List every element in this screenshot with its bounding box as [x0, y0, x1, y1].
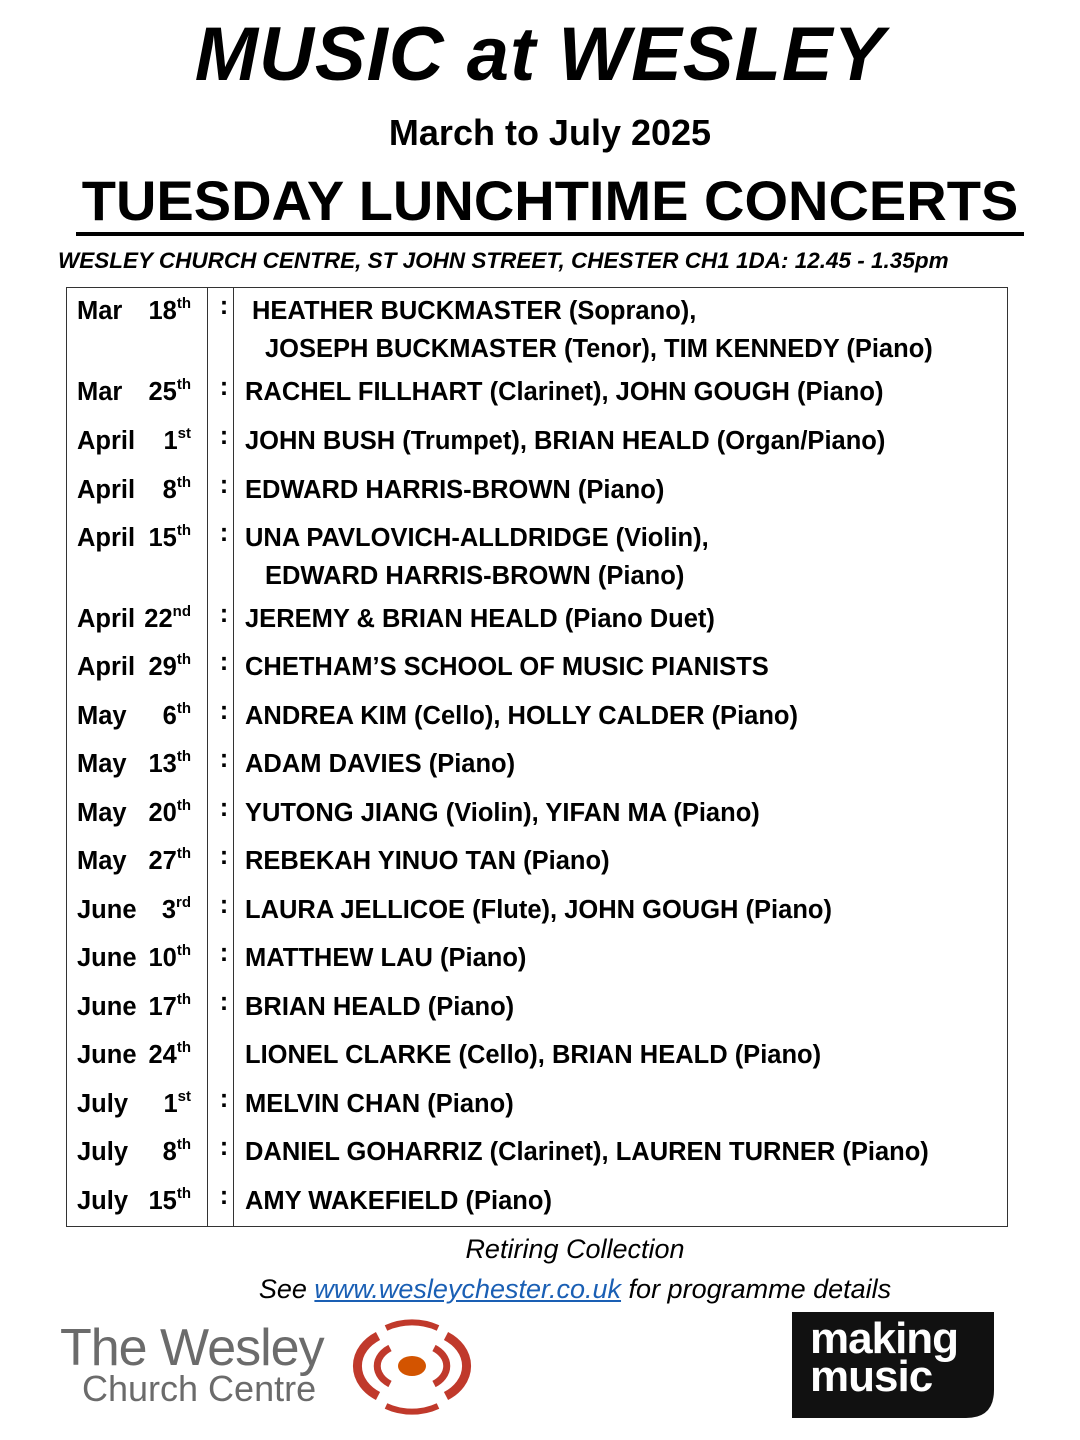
logo-text-line2: Church Centre — [82, 1368, 317, 1409]
concert-month: April — [77, 524, 136, 552]
performers: REBEKAH YINUO TAN (Piano) — [245, 847, 610, 875]
concert-month: May — [77, 799, 127, 827]
concert-day-number: 3 — [161, 896, 176, 924]
concert-day-number: 24 — [148, 1041, 177, 1069]
concert-day-number: 8 — [162, 1138, 177, 1166]
concert-day — [143, 939, 191, 981]
concert-row — [67, 794, 1007, 838]
heading-underline — [76, 232, 1024, 236]
concert-day-suffix: th — [176, 797, 191, 814]
performers: EDWARD HARRIS-BROWN (Piano) — [245, 476, 665, 504]
concert-month: Mar — [77, 297, 123, 325]
separator-colon: : — [219, 1133, 229, 1161]
performers: JOHN BUSH (Trumpet), BRIAN HEALD (Organ/Piano) — [245, 427, 886, 455]
separator-colon: : — [219, 697, 229, 725]
separator-colon: : — [219, 1182, 229, 1210]
performers: ANDREA KIM (Cello), HOLLY CALDER (Piano) — [245, 702, 798, 730]
concert-day-suffix: th — [176, 651, 191, 668]
ripple-icon — [350, 1318, 480, 1418]
venue-line: WESLEY CHURCH CENTRE, ST JOHN STREET, CHESTER CH1 1DA: 12.45 - 1.35pm — [58, 248, 949, 273]
concert-day — [143, 988, 191, 1030]
separator-colon: : — [219, 745, 229, 773]
concert-row — [67, 471, 1007, 515]
concert-row — [67, 842, 1007, 886]
concert-day-suffix: th — [176, 991, 191, 1008]
concert-month: June — [77, 896, 137, 924]
concert-month: April — [77, 605, 136, 633]
performers: ADAM DAVIES (Piano) — [245, 750, 516, 778]
concert-day — [143, 519, 191, 561]
concert-day-suffix: th — [176, 376, 191, 393]
concert-day — [143, 1182, 191, 1224]
concert-month: June — [77, 993, 137, 1021]
performers: RACHEL FILLHART (Clarinet), JOHN GOUGH (Piano) — [245, 378, 884, 406]
concert-day — [143, 697, 191, 739]
concert-row — [67, 891, 1007, 935]
concert-day-suffix: th — [176, 748, 191, 765]
concert-day — [143, 891, 191, 933]
concert-schedule-table — [66, 287, 1008, 1227]
performers: DANIEL GOHARRIZ (Clarinet), LAUREN TURNER (Piano) — [245, 1138, 929, 1166]
programme-details-note — [0, 1272, 1080, 1306]
concert-day-suffix: th — [176, 942, 191, 959]
performers: LAURA JELLICOE (Flute), JOHN GOUGH (Piano) — [245, 896, 832, 924]
concert-month: April — [77, 476, 136, 504]
separator-colon: : — [219, 600, 229, 628]
separator-colon: : — [219, 422, 229, 450]
performers: YUTONG JIANG (Violin), YIFAN MA (Piano) — [245, 799, 760, 827]
concert-day-suffix: st — [177, 1088, 191, 1105]
concert-month: May — [77, 847, 127, 875]
concert-row — [67, 373, 1007, 417]
concert-day — [143, 373, 191, 415]
concert-day-suffix: th — [176, 1136, 191, 1153]
collection-note: Retiring Collection — [465, 1234, 685, 1264]
concert-row — [67, 697, 1007, 741]
performers: HEATHER BUCKMASTER (Soprano), — [252, 297, 697, 325]
separator-colon: : — [219, 939, 229, 967]
concert-day — [143, 1133, 191, 1175]
concert-day-number: 8 — [162, 476, 177, 504]
details-text: for programme details — [628, 1274, 892, 1304]
concert-row — [67, 519, 1007, 599]
page-subtitle: March to July 2025 — [388, 112, 712, 153]
see-text: See — [258, 1274, 307, 1304]
separator-colon: : — [219, 292, 229, 320]
logo-text-line1: The Wesley — [60, 1319, 324, 1377]
separator-colon: : — [219, 648, 229, 676]
concert-row — [67, 1182, 1007, 1226]
performers: LIONEL CLARKE (Cello), BRIAN HEALD (Piano) — [245, 1041, 822, 1069]
performers: JEREMY & BRIAN HEALD (Piano Duet) — [245, 605, 715, 633]
concert-day — [143, 471, 191, 513]
concert-day-number: 20 — [148, 799, 177, 827]
performers: BRIAN HEALD (Piano) — [245, 993, 515, 1021]
concert-day — [143, 842, 191, 884]
separator-colon: : — [219, 373, 229, 401]
concert-month: June — [77, 1041, 137, 1069]
concert-row — [67, 1085, 1007, 1129]
performers: CHETHAM’S SCHOOL OF MUSIC PIANISTS — [245, 653, 769, 681]
concert-row — [67, 648, 1007, 692]
concert-day-number: 27 — [148, 847, 177, 875]
concert-month: July — [77, 1187, 129, 1215]
separator-colon: : — [219, 794, 229, 822]
performers: MELVIN CHAN (Piano) — [245, 1090, 514, 1118]
concert-day-number: 17 — [148, 993, 177, 1021]
performers-continued: JOSEPH BUCKMASTER (Tenor), TIM KENNEDY (Piano) — [265, 335, 933, 363]
concert-day-suffix: rd — [176, 894, 191, 911]
concert-day-number: 1 — [163, 427, 178, 455]
separator-colon: : — [219, 519, 229, 547]
concert-day — [143, 292, 191, 334]
concert-day — [143, 600, 191, 642]
concert-day — [143, 745, 191, 787]
concert-day — [143, 794, 191, 836]
concert-day-suffix: th — [176, 700, 191, 717]
separator-colon: : — [219, 891, 229, 919]
performers-continued: EDWARD HARRIS-BROWN (Piano) — [265, 562, 685, 590]
concert-row — [67, 988, 1007, 1032]
concert-day — [143, 422, 191, 464]
website-link[interactable]: www.wesleychester.co.uk — [314, 1274, 622, 1304]
concert-day-suffix: th — [176, 522, 191, 539]
concert-row — [67, 600, 1007, 644]
wesley-church-centre-logo — [60, 1318, 480, 1418]
concert-day-number: 15 — [148, 524, 177, 552]
concert-row — [67, 939, 1007, 983]
concert-day — [143, 1036, 191, 1078]
concert-day — [143, 1085, 191, 1127]
page-title: MUSIC at WESLEY — [194, 12, 886, 97]
concert-day-suffix: th — [176, 1185, 191, 1202]
concert-month: Mar — [77, 378, 123, 406]
concert-row — [67, 422, 1007, 466]
concert-day-suffix: nd — [172, 603, 191, 620]
concert-day-number: 29 — [148, 653, 177, 681]
concert-month: May — [77, 750, 127, 778]
concert-row — [67, 1036, 1007, 1080]
performers: UNA PAVLOVICH-ALLDRIDGE (Violin), — [245, 524, 709, 552]
concert-day-suffix: th — [176, 295, 191, 312]
concert-day-suffix: th — [176, 1039, 191, 1056]
concert-row — [67, 745, 1007, 789]
separator-colon: : — [219, 1085, 229, 1113]
concert-row — [67, 292, 1007, 372]
concert-day-number: 18 — [148, 297, 177, 325]
concert-month: May — [77, 702, 127, 730]
concert-day — [143, 648, 191, 690]
concert-day-suffix: th — [176, 845, 191, 862]
separator-colon: : — [219, 842, 229, 870]
concert-day-number: 1 — [163, 1090, 178, 1118]
concert-day-number: 6 — [162, 702, 177, 730]
concert-day-number: 13 — [148, 750, 177, 778]
making-music-text: making music — [810, 1314, 959, 1401]
concert-series-heading: TUESDAY LUNCHTIME CONCERTS — [81, 169, 1019, 232]
concert-day-number: 22 — [144, 605, 173, 633]
concert-day-suffix: st — [177, 425, 191, 442]
concert-row — [67, 1133, 1007, 1177]
concert-day-number: 10 — [148, 944, 177, 972]
concert-month: July — [77, 1138, 129, 1166]
making-music-logo — [792, 1312, 994, 1418]
separator-colon: : — [219, 471, 229, 499]
concert-month: June — [77, 944, 137, 972]
concert-day-number: 25 — [148, 378, 177, 406]
performers: AMY WAKEFIELD (Piano) — [245, 1187, 552, 1215]
concert-month: April — [77, 427, 136, 455]
performers: MATTHEW LAU (Piano) — [245, 944, 527, 972]
concert-day-number: 15 — [148, 1187, 177, 1215]
concert-month: July — [77, 1090, 129, 1118]
separator-colon: : — [219, 988, 229, 1016]
concert-day-suffix: th — [176, 474, 191, 491]
concert-month: April — [77, 653, 136, 681]
